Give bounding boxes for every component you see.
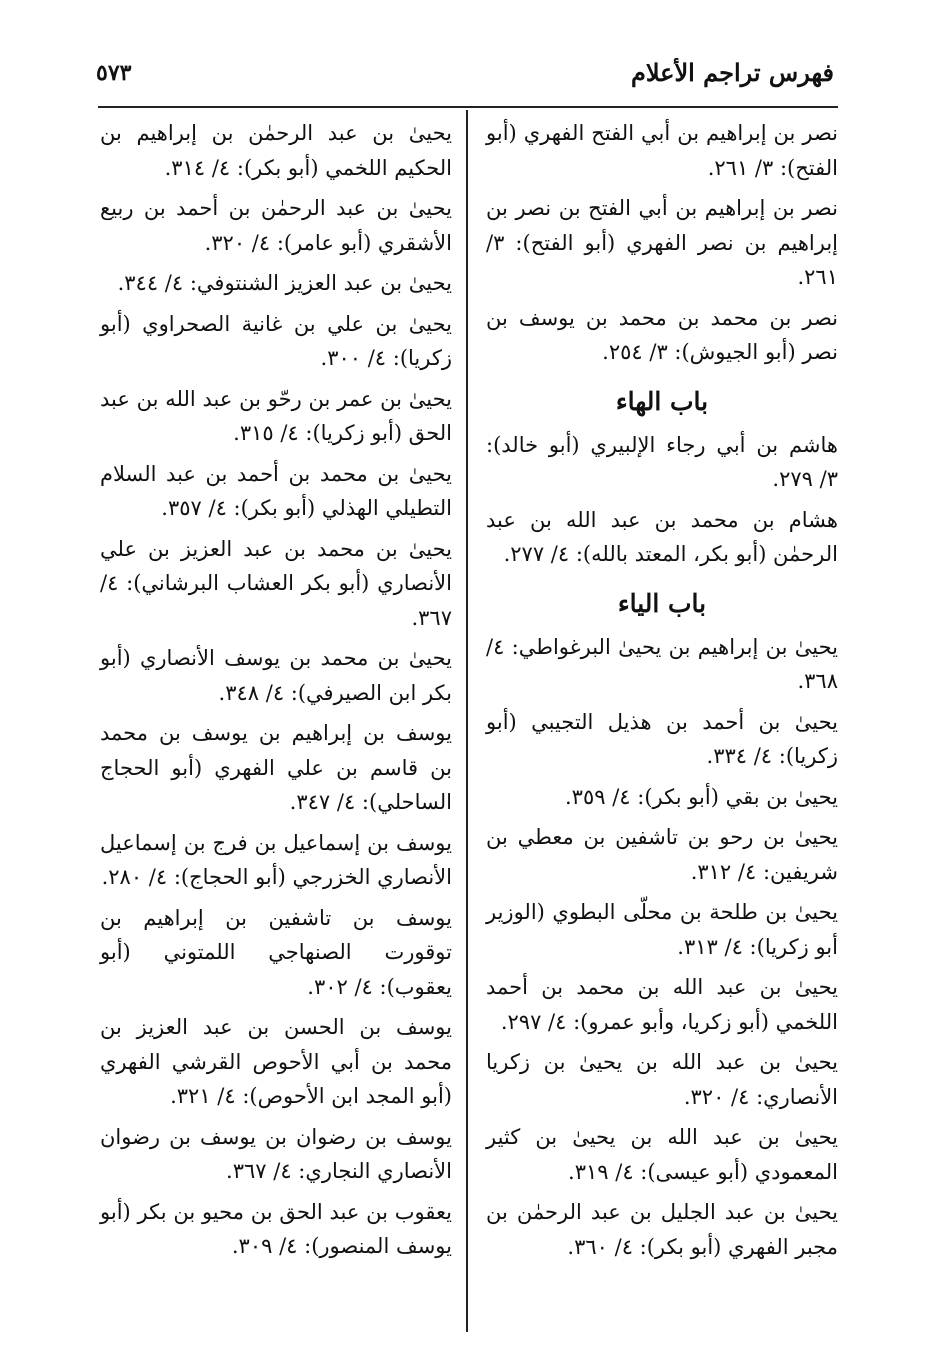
index-entry: يحيىٰ بن إبراهيم بن يحيىٰ البرغواطي: ٤/ ٣٦٨.: [486, 634, 838, 693]
index-entry: يوسف بن تاشفين بن إبراهيم بن توقورت الصنهاجي اللمتوني (أبو يعقوب): ٤/ ٣٠٢.: [100, 905, 452, 999]
index-entry: يحيىٰ بن محمد بن أحمد بن عبد السلام التطيلي الهذلي (أبو بكر): ٤/ ٣٥٧.: [100, 461, 452, 520]
header-rule: [98, 106, 838, 108]
left-column: [100, 116, 452, 1270]
index-entry: يحيىٰ بن عبد الله بن يحيىٰ بن زكريا الأنصاري: ٤/ ٣٢٠.: [486, 1050, 838, 1109]
page-number: ٥٧٣: [96, 60, 132, 86]
section-heading-ha: باب الهاء: [615, 386, 709, 416]
section-heading-ya: باب الياء: [617, 588, 707, 618]
index-entry: يحيىٰ بن علي بن غانية الصحراوي (أبو زكريا): ٤/ ٣٠٠.: [100, 311, 452, 370]
index-entry: يحيىٰ بن أحمد بن هذيل التجيبي (أبو زكريا): ٤/ ٣٣٤.: [486, 709, 838, 768]
running-title: فهرس تراجم الأعلام: [630, 58, 834, 87]
index-entry: يحيىٰ بن رحو بن تاشفين بن معطي بن شريفين: ٤/ ٣١٢.: [486, 825, 838, 884]
index-entry: هشام بن محمد بن عبد الله بن عبد الرحمٰن (أبو بكر، المعتد بالله): ٤/ ٢٧٧.: [486, 507, 838, 566]
index-entry: يحيىٰ بن عمر بن رحّو بن عبد الله بن عبد الحق (أبو زكريا): ٤/ ٣١٥.: [100, 386, 452, 445]
index-entry: يحيىٰ بن عبد الله بن محمد بن أحمد اللخمي (أبو زكريا، وأبو عمرو): ٤/ ٢٩٧.: [486, 975, 838, 1034]
index-entry: يوسف بن رضوان بن يوسف بن رضوان الأنصاري النجاري: ٤/ ٣٦٧.: [100, 1124, 452, 1183]
index-entry: يحيىٰ بن عبد الرحمٰن بن أحمد بن ربيع الأشقري (أبو عامر): ٤/ ٣٢٠.: [100, 196, 452, 255]
index-entry: يعقوب بن عبد الحق بن محيو بن بكر (أبو يوسف المنصور): ٤/ ٣٠٩.: [100, 1199, 452, 1258]
index-entry: نصر بن محمد بن محمد بن يوسف بن نصر (أبو الجيوش): ٣/ ٢٥٤.: [486, 305, 838, 364]
index-entry: يحيىٰ بن عبد العزيز الشنتوفي: ٤/ ٣٤٤.: [117, 271, 452, 295]
index-entry: يحيىٰ بن عبد الله بن يحيىٰ بن كثير المعمودي (أبو عيسى): ٤/ ٣١٩.: [486, 1125, 838, 1184]
index-entry: يحيىٰ بن عبد الرحمٰن بن إبراهيم بن الحكيم اللخمي (أبو بكر): ٤/ ٣١٤.: [100, 121, 452, 180]
index-entry: يوسف بن إبراهيم بن يوسف بن محمد بن قاسم بن علي الفهري (أبو الحجاج الساحلي): ٤/ ٣٤٧.: [100, 721, 452, 814]
right-column: [486, 116, 838, 1270]
index-entry: يوسف بن الحسن بن عبد العزيز بن محمد بن أبي الأحوص القرشي الفهري (أبو المجد ابن الأحوص): ٤/ ٣٢١.: [100, 1015, 452, 1108]
column-divider: [466, 110, 468, 1332]
index-entry: يحيىٰ بن بقي (أبو بكر): ٤/ ٣٥٩.: [564, 784, 838, 809]
index-entry: يوسف بن إسماعيل بن فرج بن إسماعيل الأنصاري الخزرجي (أبو الحجاج): ٤/ ٢٨٠.: [100, 830, 452, 889]
index-entry: يحيىٰ بن عبد الجليل بن عبد الرحمٰن بن مجبر الفهري (أبو بكر): ٤/ ٣٦٠.: [486, 1200, 838, 1259]
index-entry: نصر بن إبراهيم بن أبي الفتح الفهري (أبو الفتح): ٣/ ٢٦١.: [486, 121, 838, 180]
index-entry: يحيىٰ بن محمد بن يوسف الأنصاري (أبو بكر ابن الصيرفي): ٤/ ٣٤٨.: [100, 646, 452, 705]
index-entry: يحيىٰ بن طلحة بن محلّى البطوي (الوزير أبو زكريا): ٤/ ٣١٣.: [486, 900, 838, 959]
page-header: [96, 58, 834, 104]
index-entry: هاشم بن أبي رجاء الإلبيري (أبو خالد): ٣/ ٢٧٩.: [486, 432, 838, 491]
index-entry: يحيىٰ بن محمد بن عبد العزيز بن علي الأنصاري (أبو بكر العشاب البرشاني): ٤/ ٣٦٧.: [100, 536, 452, 630]
index-entry: نصر بن إبراهيم بن أبي الفتح بن نصر بن إبراهيم بن نصر الفهري (أبو الفتح): ٣/ ٢٦١.: [486, 196, 838, 289]
